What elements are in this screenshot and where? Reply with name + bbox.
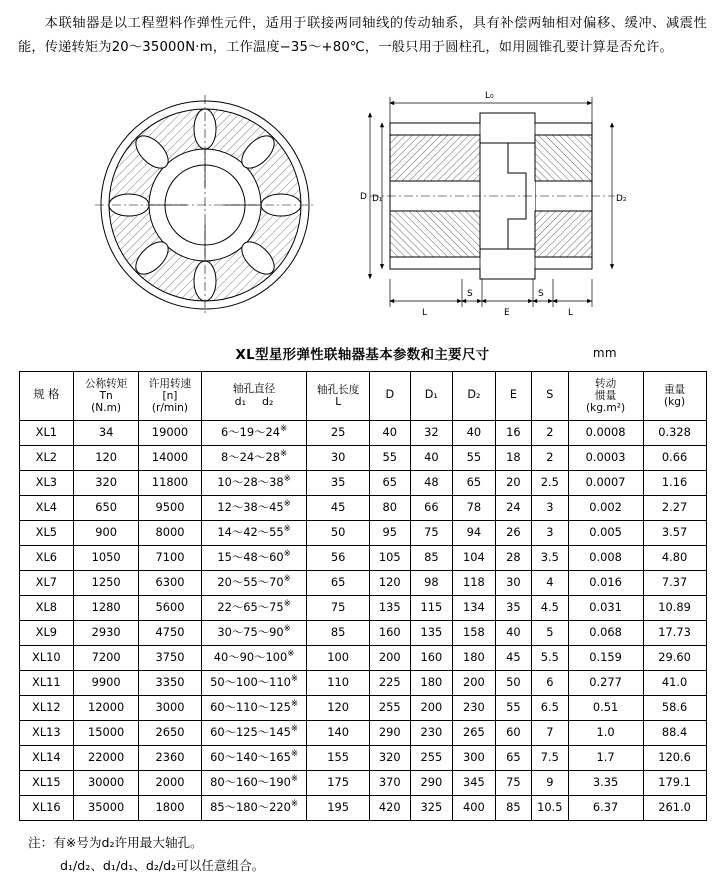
cell-D: 120 xyxy=(370,570,411,595)
cell-spec: XL5 xyxy=(19,520,74,545)
table-row xyxy=(19,695,706,720)
max-bore-mark: ※ xyxy=(283,524,291,535)
cell-speed: 11800 xyxy=(139,470,202,495)
cell-D1: 230 xyxy=(410,720,453,745)
cell-spec: XL6 xyxy=(19,545,74,570)
cell-D1: 135 xyxy=(410,620,453,645)
col-header-torque-l2: Tn xyxy=(99,389,113,402)
cell-D1: 75 xyxy=(410,520,453,545)
cell-E: 35 xyxy=(495,595,531,620)
dim-label-L-left: L xyxy=(422,307,428,318)
cell-spec: XL14 xyxy=(19,745,74,770)
cell-bore-length: 56 xyxy=(307,545,370,570)
cell-weight: 10.89 xyxy=(643,595,706,620)
cell-weight: 41.0 xyxy=(643,670,706,695)
cell-E: 20 xyxy=(495,470,531,495)
cell-bore-length: 50 xyxy=(307,520,370,545)
col-header-bore-d1: d₁ xyxy=(234,394,247,408)
cell-torque: 30000 xyxy=(74,770,139,795)
cell-inertia: 0.51 xyxy=(568,695,643,720)
cell-S: 3 xyxy=(532,520,568,545)
cell-weight: 2.27 xyxy=(643,495,706,520)
cell-D2: 78 xyxy=(453,495,496,520)
cell-torque: 1280 xyxy=(74,595,139,620)
cell-spec: XL15 xyxy=(19,770,74,795)
col-header-E-label: E xyxy=(509,388,517,402)
cell-D2: 104 xyxy=(453,545,496,570)
bore-range: 22～65～75 xyxy=(217,600,284,615)
cell-inertia: 0.031 xyxy=(568,595,643,620)
cell-bore-length: 110 xyxy=(307,670,370,695)
col-header-speed-l3: (r/min) xyxy=(151,401,189,414)
col-header-S-label: S xyxy=(546,388,554,402)
cell-weight: 58.6 xyxy=(643,695,706,720)
cell-D: 255 xyxy=(370,695,411,720)
cell-D2: 65 xyxy=(453,470,496,495)
cell-spec: XL4 xyxy=(19,495,74,520)
cell-speed: 2000 xyxy=(139,770,202,795)
cell-speed: 14000 xyxy=(139,445,202,470)
max-bore-mark: ※ xyxy=(283,574,291,585)
col-header-inertia xyxy=(568,371,643,420)
cell-bore xyxy=(201,620,306,645)
bore-range: 12～38～45 xyxy=(217,500,284,515)
cell-bore xyxy=(201,495,306,520)
col-header-torque xyxy=(74,371,139,420)
table-row xyxy=(19,520,706,545)
col-header-D2-label: D₂ xyxy=(467,388,481,402)
cell-inertia: 0.0003 xyxy=(568,445,643,470)
table-row xyxy=(19,795,706,820)
cell-E: 18 xyxy=(495,445,531,470)
cell-E: 65 xyxy=(495,745,531,770)
cell-bore xyxy=(201,695,306,720)
table-row xyxy=(19,545,706,570)
col-header-inertia-l3: (kg.m²) xyxy=(586,401,626,414)
cell-inertia: 3.35 xyxy=(568,770,643,795)
bore-range: 15～48～60 xyxy=(217,550,284,565)
cell-spec: XL9 xyxy=(19,620,74,645)
cell-S: 3 xyxy=(532,495,568,520)
cell-bore xyxy=(201,420,306,445)
cell-S: 5.5 xyxy=(532,645,568,670)
bore-range: 60～110～125 xyxy=(210,700,291,715)
col-header-weight xyxy=(643,371,706,420)
cell-D: 290 xyxy=(370,720,411,745)
cell-D1: 160 xyxy=(410,645,453,670)
cell-D2: 265 xyxy=(453,720,496,745)
cell-D1: 48 xyxy=(410,470,453,495)
cell-bore xyxy=(201,795,306,820)
table-title: XL型星形弹性联轴器基本参数和主要尺寸 xyxy=(235,347,490,363)
coupling-front-view-figure xyxy=(92,91,322,319)
table-row xyxy=(19,745,706,770)
col-header-torque-l3: (N.m) xyxy=(91,401,122,414)
cell-E: 30 xyxy=(495,570,531,595)
cell-torque: 15000 xyxy=(74,720,139,745)
max-bore-mark: ※ xyxy=(283,499,291,510)
cell-D: 80 xyxy=(370,495,411,520)
dim-label-S-right: S xyxy=(538,288,544,299)
cell-E: 28 xyxy=(495,545,531,570)
col-header-weight-l2: (kg) xyxy=(663,395,686,408)
intro-paragraph xyxy=(18,12,707,61)
cell-spec: XL7 xyxy=(19,570,74,595)
cell-D2: 134 xyxy=(453,595,496,620)
cell-speed: 5600 xyxy=(139,595,202,620)
max-bore-mark: ※ xyxy=(290,799,298,810)
table-header-row xyxy=(19,371,706,420)
note-line-2: d₁/d₂、d₁/d₁、d₂/d₂可以任意组合。 xyxy=(60,858,265,874)
cell-weight: 29.60 xyxy=(643,645,706,670)
bore-range: 14～42～55 xyxy=(217,525,284,540)
col-header-D2 xyxy=(453,371,496,420)
table-row xyxy=(19,570,706,595)
cell-S: 2 xyxy=(532,420,568,445)
cell-D1: 32 xyxy=(410,420,453,445)
cell-D1: 325 xyxy=(410,795,453,820)
bore-range: 60～125～145 xyxy=(210,725,291,740)
table-row xyxy=(19,445,706,470)
max-bore-mark: ※ xyxy=(290,724,298,735)
cell-bore xyxy=(201,545,306,570)
cell-E: 50 xyxy=(495,670,531,695)
col-header-inertia-l1: 转动 xyxy=(594,377,617,390)
table-body xyxy=(19,420,706,820)
cell-spec: XL1 xyxy=(19,420,74,445)
dim-label-D1: D₁ xyxy=(372,193,383,204)
cell-S: 3.5 xyxy=(532,545,568,570)
cell-S: 4 xyxy=(532,570,568,595)
cell-inertia: 0.016 xyxy=(568,570,643,595)
cell-D: 160 xyxy=(370,620,411,645)
table-row xyxy=(19,495,706,520)
cell-bore xyxy=(201,645,306,670)
cell-torque: 7200 xyxy=(74,645,139,670)
col-header-spec xyxy=(19,371,74,420)
col-header-D xyxy=(370,371,411,420)
col-header-speed xyxy=(139,371,202,420)
col-header-bore-diameter xyxy=(201,371,306,420)
max-bore-mark: ※ xyxy=(290,774,298,785)
max-bore-mark: ※ xyxy=(280,424,288,435)
bore-range: 50～100～110 xyxy=(210,675,291,690)
cell-D2: 400 xyxy=(453,795,496,820)
cell-S: 10.5 xyxy=(532,795,568,820)
cell-inertia: 0.068 xyxy=(568,620,643,645)
cell-E: 40 xyxy=(495,620,531,645)
cell-inertia: 0.159 xyxy=(568,645,643,670)
cell-S: 7 xyxy=(532,720,568,745)
cell-D: 225 xyxy=(370,670,411,695)
col-header-bore-length xyxy=(307,371,370,420)
col-header-speed-l2: [n] xyxy=(162,389,178,402)
max-bore-mark: ※ xyxy=(290,674,298,685)
cell-spec: XL11 xyxy=(19,670,74,695)
cell-bore xyxy=(201,595,306,620)
cell-D1: 255 xyxy=(410,745,453,770)
cell-S: 9 xyxy=(532,770,568,795)
max-bore-mark: ※ xyxy=(283,599,291,610)
cell-weight: 179.1 xyxy=(643,770,706,795)
cell-inertia: 0.277 xyxy=(568,670,643,695)
cell-torque: 650 xyxy=(74,495,139,520)
bore-range: 8～24～28 xyxy=(220,450,280,465)
table-row xyxy=(19,670,706,695)
cell-D: 40 xyxy=(370,420,411,445)
cell-weight: 120.6 xyxy=(643,745,706,770)
cell-D: 200 xyxy=(370,645,411,670)
table-row xyxy=(19,470,706,495)
cell-D: 370 xyxy=(370,770,411,795)
spec-table xyxy=(19,371,707,821)
cell-E: 24 xyxy=(495,495,531,520)
cell-D2: 158 xyxy=(453,620,496,645)
cell-D2: 118 xyxy=(453,570,496,595)
cell-speed: 3750 xyxy=(139,645,202,670)
cell-S: 4.5 xyxy=(532,595,568,620)
cell-D: 95 xyxy=(370,520,411,545)
cell-D1: 180 xyxy=(410,670,453,695)
cell-weight: 7.37 xyxy=(643,570,706,595)
cell-speed: 6300 xyxy=(139,570,202,595)
cell-spec: XL8 xyxy=(19,595,74,620)
cell-weight: 17.73 xyxy=(643,620,706,645)
cell-spec: XL16 xyxy=(19,795,74,820)
cell-D2: 200 xyxy=(453,670,496,695)
cell-E: 45 xyxy=(495,645,531,670)
cell-spec: XL3 xyxy=(19,470,74,495)
table-row xyxy=(19,420,706,445)
cell-D2: 300 xyxy=(453,745,496,770)
cell-D1: 115 xyxy=(410,595,453,620)
dim-label-S-left: S xyxy=(467,288,473,299)
cell-speed: 19000 xyxy=(139,420,202,445)
cell-weight: 88.4 xyxy=(643,720,706,745)
cell-D: 55 xyxy=(370,445,411,470)
col-header-inertia-l2: 惯量 xyxy=(594,389,617,402)
max-bore-mark: ※ xyxy=(290,749,298,760)
cell-bore xyxy=(201,470,306,495)
cell-speed: 2650 xyxy=(139,720,202,745)
table-caption xyxy=(0,344,725,363)
cell-torque: 9900 xyxy=(74,670,139,695)
max-bore-mark: ※ xyxy=(280,449,288,460)
cell-D2: 345 xyxy=(453,770,496,795)
cell-S: 6.5 xyxy=(532,695,568,720)
max-bore-mark: ※ xyxy=(283,549,291,560)
cell-E: 55 xyxy=(495,695,531,720)
cell-bore-length: 155 xyxy=(307,745,370,770)
cell-bore-length: 120 xyxy=(307,695,370,720)
cell-weight: 0.66 xyxy=(643,445,706,470)
col-header-torque-l1: 公称转矩 xyxy=(84,377,128,390)
cell-D: 420 xyxy=(370,795,411,820)
cell-bore-length: 175 xyxy=(307,770,370,795)
max-bore-mark: ※ xyxy=(283,624,291,635)
col-header-S xyxy=(532,371,568,420)
cell-inertia: 0.0008 xyxy=(568,420,643,445)
cell-torque: 2930 xyxy=(74,620,139,645)
cell-S: 5 xyxy=(532,620,568,645)
table-unit: mm xyxy=(592,345,617,360)
bore-range: 6～19～24 xyxy=(220,425,280,440)
cell-D1: 98 xyxy=(410,570,453,595)
table-row xyxy=(19,595,706,620)
cell-inertia: 6.37 xyxy=(568,795,643,820)
bore-range: 85～180～220 xyxy=(210,800,291,815)
cell-D2: 94 xyxy=(453,520,496,545)
table-row xyxy=(19,720,706,745)
cell-torque: 12000 xyxy=(74,695,139,720)
max-bore-mark: ※ xyxy=(287,649,295,660)
figure-area xyxy=(0,83,725,338)
cell-speed: 8000 xyxy=(139,520,202,545)
cell-D1: 85 xyxy=(410,545,453,570)
cell-S: 6 xyxy=(532,670,568,695)
cell-inertia: 0.005 xyxy=(568,520,643,545)
bore-range: 20～55～70 xyxy=(217,575,284,590)
bore-range: 40～90～100 xyxy=(213,650,288,665)
cell-speed: 9500 xyxy=(139,495,202,520)
cell-S: 2 xyxy=(532,445,568,470)
cell-torque: 1250 xyxy=(74,570,139,595)
cell-E: 26 xyxy=(495,520,531,545)
cell-bore xyxy=(201,770,306,795)
cell-D1: 40 xyxy=(410,445,453,470)
dim-label-D: D xyxy=(360,191,367,202)
table-row xyxy=(19,770,706,795)
cell-torque: 1050 xyxy=(74,545,139,570)
cell-weight: 1.16 xyxy=(643,470,706,495)
cell-bore xyxy=(201,520,306,545)
notes-block xyxy=(0,831,725,877)
cell-D: 135 xyxy=(370,595,411,620)
cell-bore xyxy=(201,745,306,770)
cell-weight: 261.0 xyxy=(643,795,706,820)
cell-bore-length: 30 xyxy=(307,445,370,470)
cell-speed: 3350 xyxy=(139,670,202,695)
cell-E: 16 xyxy=(495,420,531,445)
col-header-E xyxy=(495,371,531,420)
cell-torque: 22000 xyxy=(74,745,139,770)
cell-D1: 66 xyxy=(410,495,453,520)
note-line-1: 注：有※号为d₂许用最大轴孔。 xyxy=(28,834,203,850)
cell-D1: 290 xyxy=(410,770,453,795)
cell-bore-length: 140 xyxy=(307,720,370,745)
cell-weight: 4.80 xyxy=(643,545,706,570)
cell-E: 85 xyxy=(495,795,531,820)
cell-S: 2.5 xyxy=(532,470,568,495)
cell-D2: 55 xyxy=(453,445,496,470)
dim-label-L0: L₀ xyxy=(485,90,494,101)
cell-bore xyxy=(201,570,306,595)
cell-D2: 40 xyxy=(453,420,496,445)
cell-speed: 2360 xyxy=(139,745,202,770)
cell-E: 60 xyxy=(495,720,531,745)
intro-text: 本联轴器是以工程塑料作弹性元件，适用于联接两同轴线的传动轴系，具有补偿两轴相对偏移、缓冲、减震性能，传递转矩为20～35000N·m，工作温度−35～+80℃，一般只用于圆柱孔，如用圆锥孔要计算是否允许。 xyxy=(18,16,707,56)
cell-bore-length: 195 xyxy=(307,795,370,820)
col-header-bore-l1: 轴孔直径 xyxy=(232,383,276,396)
dim-label-D2: D₂ xyxy=(616,193,627,204)
col-header-borelen-l2: L xyxy=(335,395,342,408)
cell-torque: 900 xyxy=(74,520,139,545)
cell-D: 105 xyxy=(370,545,411,570)
cell-speed: 4750 xyxy=(139,620,202,645)
cell-D: 320 xyxy=(370,745,411,770)
cell-weight: 3.57 xyxy=(643,520,706,545)
cell-torque: 34 xyxy=(74,420,139,445)
cell-bore-length: 25 xyxy=(307,420,370,445)
cell-D: 65 xyxy=(370,470,411,495)
cell-bore-length: 45 xyxy=(307,495,370,520)
cell-bore xyxy=(201,445,306,470)
table-row xyxy=(19,645,706,670)
document-page xyxy=(0,12,725,877)
cell-weight: 0.328 xyxy=(643,420,706,445)
cell-inertia: 1.0 xyxy=(568,720,643,745)
bore-range: 30～75～90 xyxy=(217,625,284,640)
coupling-section-view-figure xyxy=(330,83,710,328)
col-header-spec-label: 规 格 xyxy=(33,388,60,402)
cell-spec: XL13 xyxy=(19,720,74,745)
col-header-D-label: D xyxy=(385,388,395,402)
cell-D2: 180 xyxy=(453,645,496,670)
cell-speed: 3000 xyxy=(139,695,202,720)
cell-inertia: 1.7 xyxy=(568,745,643,770)
bore-range: 80～160～190 xyxy=(210,775,291,790)
col-header-D1 xyxy=(410,371,453,420)
cell-spec: XL12 xyxy=(19,695,74,720)
max-bore-mark: ※ xyxy=(290,699,298,710)
cell-speed: 7100 xyxy=(139,545,202,570)
cell-bore-length: 100 xyxy=(307,645,370,670)
col-header-speed-l1: 许用转速 xyxy=(148,377,192,390)
cell-bore-length: 75 xyxy=(307,595,370,620)
cell-torque: 320 xyxy=(74,470,139,495)
cell-spec: XL2 xyxy=(19,445,74,470)
col-header-bore-d2: d₂ xyxy=(262,394,274,408)
cell-E: 75 xyxy=(495,770,531,795)
cell-D1: 200 xyxy=(410,695,453,720)
cell-torque: 35000 xyxy=(74,795,139,820)
col-header-borelen-l1: 轴孔长度 xyxy=(316,383,360,396)
cell-bore-length: 85 xyxy=(307,620,370,645)
cell-bore xyxy=(201,720,306,745)
table-row xyxy=(19,620,706,645)
cell-speed: 1800 xyxy=(139,795,202,820)
cell-bore xyxy=(201,670,306,695)
cell-D2: 230 xyxy=(453,695,496,720)
cell-spec: XL10 xyxy=(19,645,74,670)
cell-inertia: 0.008 xyxy=(568,545,643,570)
cell-bore-length: 35 xyxy=(307,470,370,495)
bore-range: 60～140～165 xyxy=(210,750,291,765)
cell-bore-length: 65 xyxy=(307,570,370,595)
max-bore-mark: ※ xyxy=(283,474,291,485)
dim-label-L-right: L xyxy=(568,307,574,318)
dim-label-E: E xyxy=(504,307,510,318)
bore-range: 10～28～38 xyxy=(217,475,284,490)
cell-inertia: 0.0007 xyxy=(568,470,643,495)
col-header-weight-l1: 重量 xyxy=(663,383,686,396)
col-header-D1-label: D₁ xyxy=(424,388,438,402)
cell-torque: 120 xyxy=(74,445,139,470)
cell-S: 7.5 xyxy=(532,745,568,770)
cell-inertia: 0.002 xyxy=(568,495,643,520)
